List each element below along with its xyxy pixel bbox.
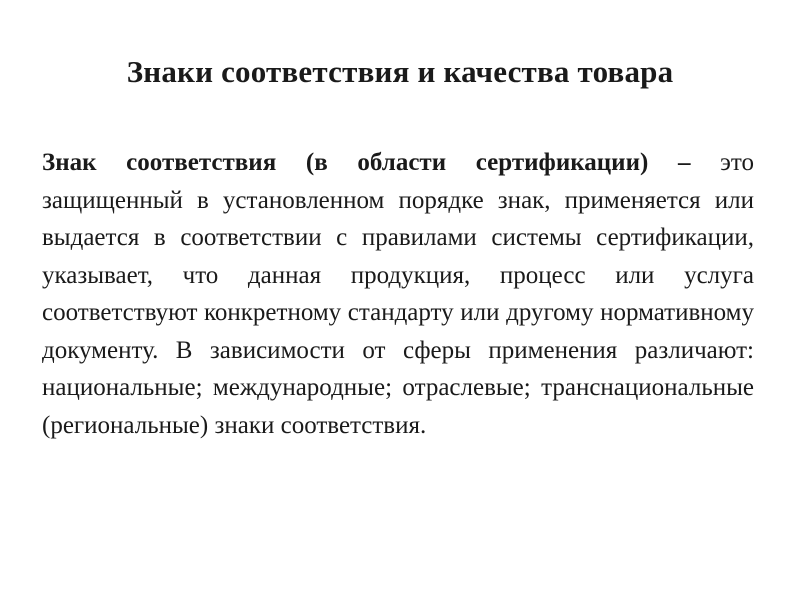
slide-body — [42, 144, 754, 444]
slide-title: Знаки соответствия и качества товара — [126, 54, 674, 89]
definition-term: Знак соответствия (в области сертификации) – — [42, 149, 691, 176]
definition-text: это защищенный в установленном порядке знак, применяется или выдается в соответствии с правилами системы сертификации, указывает, что данная продукция, процесс или услуга соответствуют конкретному стандарту или другому нормативному документу. В зависимости от сферы применения различают: национальные; международные; отраслевые; транснациональные (региональные) знаки соответствия. — [42, 149, 755, 439]
